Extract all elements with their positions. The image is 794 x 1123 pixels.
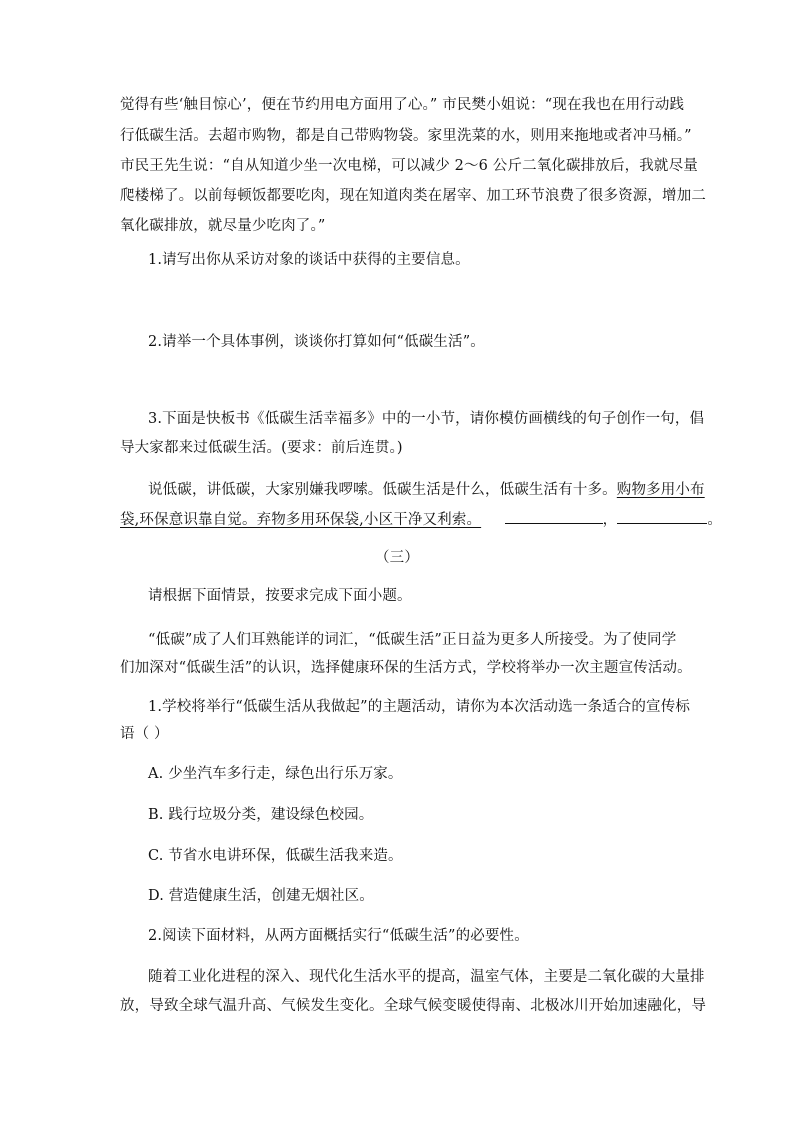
question-3: 3.下面是快板书《低碳生活幸福多》中的一小节，请你模仿画横线的句子创作一句，倡 [148,411,705,427]
verse-line [120,508,722,529]
question-1: 1.请写出你从采访对象的谈话中获得的主要信息。 [148,252,470,268]
intro-line: 们加深对“低碳生活”的认识，选择健康环保的生活方式，学校将举办一次主题宣传活动。 [120,660,692,676]
question-2: 2.阅读下面材料，从两方面概括实行“低碳生活”的必要性。 [148,928,529,944]
passage-line: 觉得有些‘触目惊心’，便在节约用电方面用了心。” 市民樊小姐说：“现在我也在用行动践 [120,97,685,113]
verse-text: 说低碳，讲低碳，大家别嫌我啰嗦。低碳生活是什么，低碳生活有十多。 [148,482,617,498]
option-d: D. 营造健康生活，创建无烟社区。 [148,888,374,904]
question-3-continued: 导大家都来过低碳生活。(要求：前后连贯。) [120,440,403,456]
blank-separator: ， [602,512,618,528]
material-line: 放，导致全球气温升高、气候发生变化。全球气候变暖使得南、北极冰川开始加速融化，导 [120,998,706,1014]
blank-end: 。 [707,512,722,528]
underlined-sentence: 购物多用小布 [616,482,705,498]
underlined-sentence: 袋,环保意识靠自觉。弃物多用环保袋,小区干净又利索。 [120,512,482,528]
answer-blank-1[interactable] [505,509,603,524]
question-2: 2.请举一个具体事例，谈谈你打算如何“低碳生活”。 [148,334,485,350]
instruction: 请根据下面情景，按要求完成下面小题。 [148,588,412,604]
question-1-continued: 语（ ） [120,726,169,742]
answer-blank-2[interactable] [617,509,707,524]
passage-line: 市民王先生说：“自从知道少坐一次电梯，可以减少 2～6 公斤二氧化碳排放后，我就尽量 [120,158,698,174]
material-line: 随着工业化进程的深入、现代化生活水平的提高，温室气体，主要是二氧化碳的大量排 [148,969,705,985]
passage-line: 爬楼梯了。以前每顿饭都要吃肉，现在知道肉类在屠宰、加工环节浪费了很多资源，增加二 [120,188,706,204]
verse-line [148,478,705,499]
intro-line: “低碳”成了人们耳熟能详的词汇，“低碳生活”正日益为更多人所接受。为了使同学 [148,632,677,648]
option-b: B. 践行垃圾分类，建设绿色校园。 [148,807,374,823]
option-a: A. 少坐汽车多行走，绿色出行乐万家。 [148,766,403,782]
section-heading: （三） [375,550,419,566]
passage-line: 氧化碳排放，就尽量少吃肉了。” [120,218,326,234]
question-1: 1.学校将举行“低碳生活从我做起”的主题活动，请你为本次活动选一条适合的宣传标 [148,699,691,715]
option-c: C. 节省水电讲环保，低碳生活我来造。 [148,848,403,864]
passage-line: 行低碳生活。去超市购物，都是自己带购物袋。家里洗菜的水，则用来拖地或者冲马桶。” [120,128,692,144]
